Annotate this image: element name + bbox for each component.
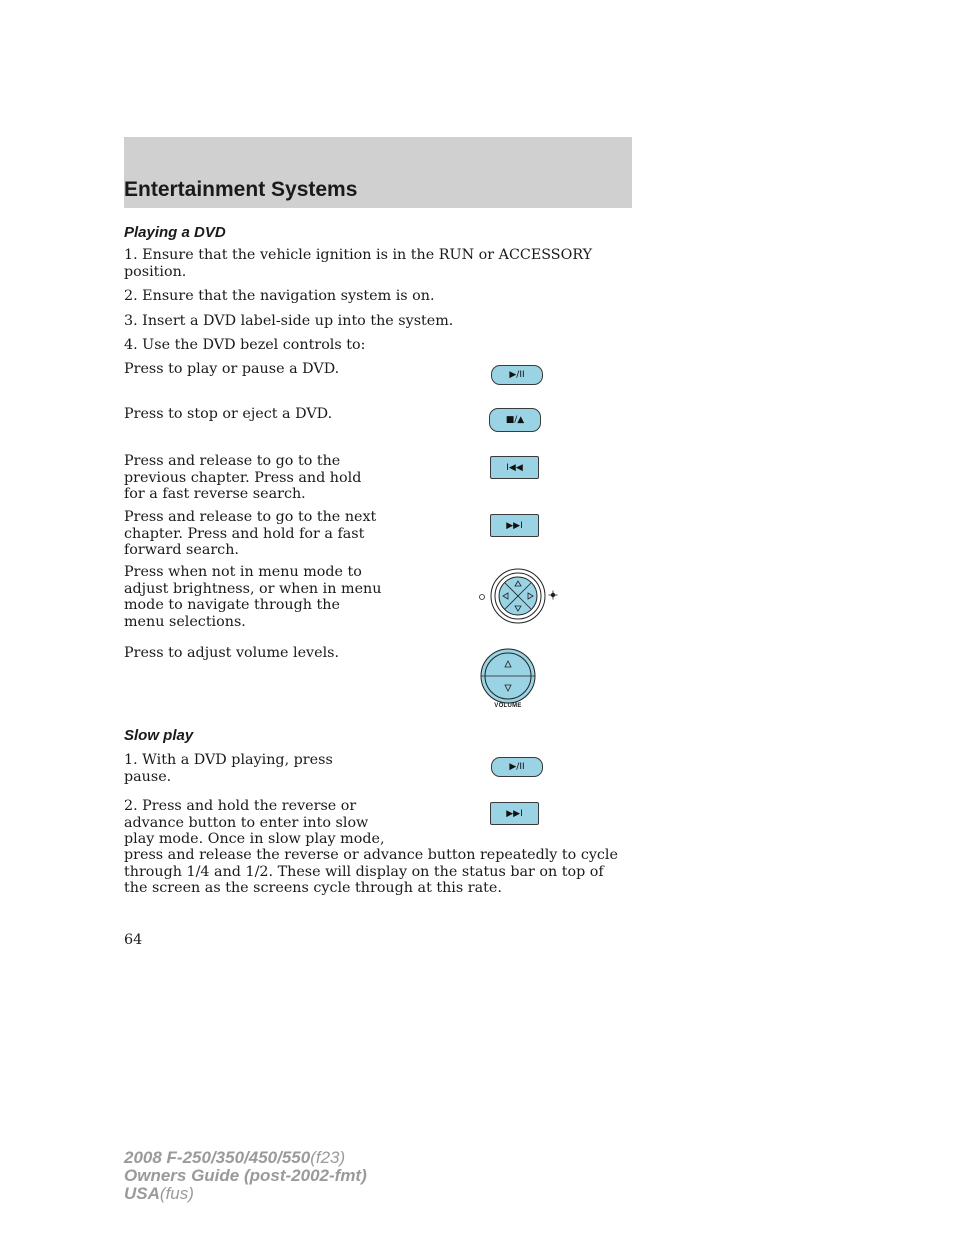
play-pause-icon: ▶/II xyxy=(509,370,525,380)
slow-step-1-text: 1. With a DVD playing, press pause. xyxy=(124,752,333,785)
slow-advance-button xyxy=(490,802,539,825)
stop-eject-description: Press to stop or eject a DVD. xyxy=(124,406,333,422)
previous-chapter-icon: I◀◀ xyxy=(506,462,523,473)
footer-line-3: USA(fus) xyxy=(124,1184,194,1203)
navigation-pad-icon xyxy=(478,566,558,626)
stop-eject-icon: ■/▲ xyxy=(505,415,525,425)
previous-chapter-button xyxy=(490,456,539,479)
slow-play-pause-button xyxy=(491,757,543,777)
step-4-text: 4. Use the DVD bezel controls to: xyxy=(124,337,366,353)
brightness-low-icon xyxy=(480,595,485,600)
slow-step-2-text-rest: press and release the reverse or advance button repeatedly to cycle through 1/4 and 1/2. These will display on the status bar on top of the screen as the screens cycle through at this rate. xyxy=(124,847,618,896)
volume-description: Press to adjust volume levels. xyxy=(124,645,340,661)
slow-play-heading: Slow play xyxy=(124,727,194,744)
slow-step-2-text-start: 2. Press and hold the reverse or advance button to enter into slow play mode. Once in slow play mode, xyxy=(124,798,385,847)
step-3-text: 3. Insert a DVD label-side up into the system. xyxy=(124,313,454,329)
next-chapter-icon: ▶▶I xyxy=(506,520,523,531)
page-number: 64 xyxy=(124,932,143,948)
play-pause-button xyxy=(491,365,543,385)
footer-line-2: Owners Guide (post-2002-fmt) xyxy=(124,1166,367,1185)
volume-label: VOLUME xyxy=(494,703,522,709)
stop-eject-button xyxy=(489,408,541,432)
play-pause-description: Press to play or pause a DVD. xyxy=(124,361,340,377)
next-chapter-icon: ▶▶I xyxy=(506,808,523,819)
page-section-title: Entertainment Systems xyxy=(124,178,358,201)
play-pause-icon: ▶/II xyxy=(509,762,525,772)
next-chapter-button xyxy=(490,514,539,537)
navigation-description: Press when not in menu mode to adjust brightness, or when in menu mode to navigate through the menu selections. xyxy=(124,564,382,630)
next-chapter-description: Press and release to go to the next chapter. Press and hold for a fast forward search. xyxy=(124,509,377,558)
previous-chapter-description: Press and release to go to the previous chapter. Press and hold for a fast reverse search. xyxy=(124,453,362,502)
playing-dvd-heading: Playing a DVD xyxy=(124,224,226,241)
step-1-text: 1. Ensure that the vehicle ignition is in the RUN or ACCESSORY position. xyxy=(124,247,593,280)
footer-line-1: 2008 F-250/350/450/550(f23) xyxy=(124,1148,346,1167)
brightness-high-icon xyxy=(549,591,558,600)
step-2-text: 2. Ensure that the navigation system is on. xyxy=(124,288,435,304)
